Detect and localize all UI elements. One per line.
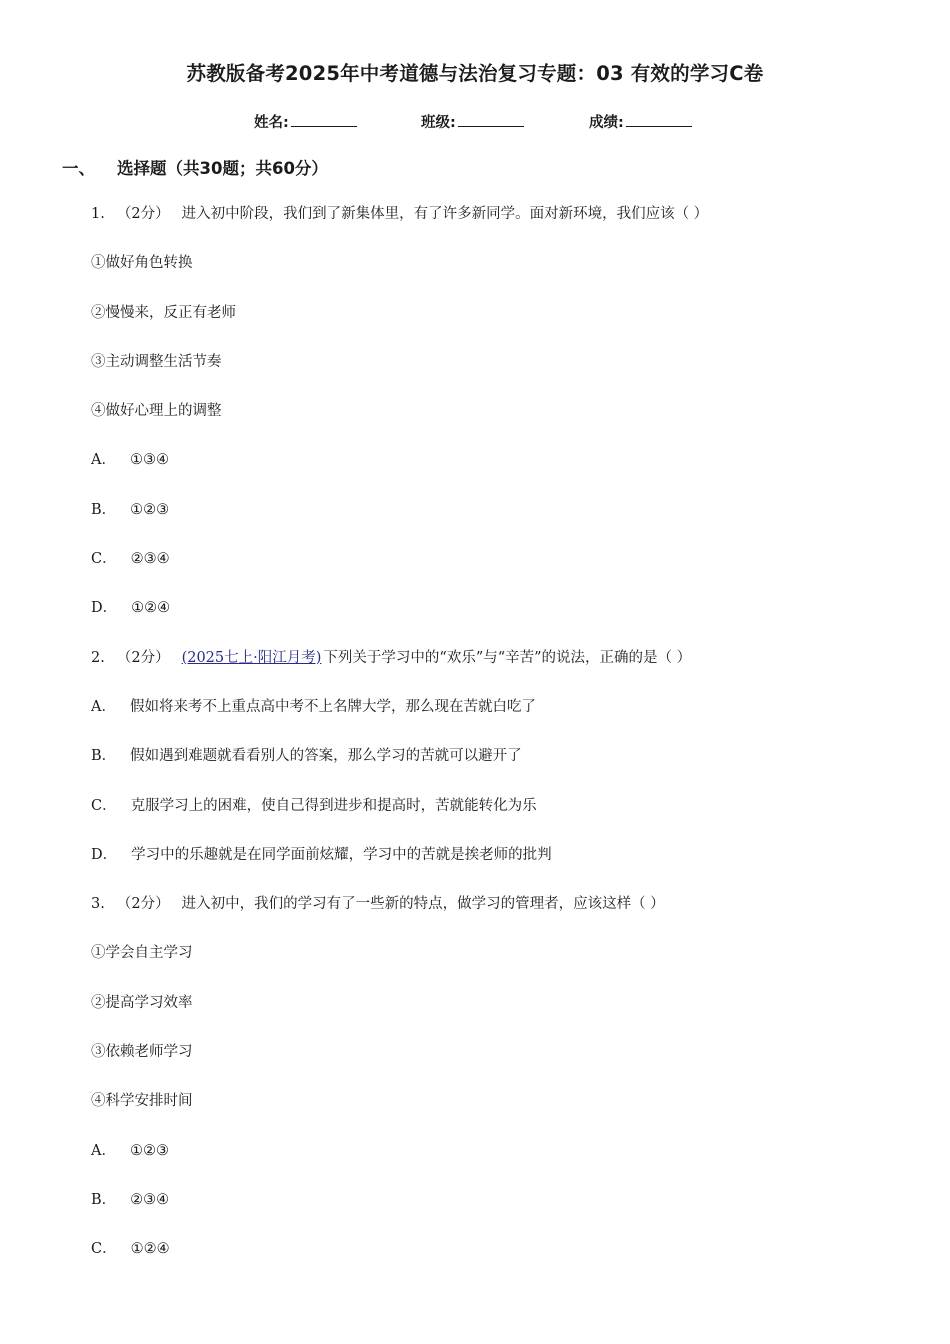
- option-text: 学习中的乐趣就是在同学面前炫耀，学习中的苦就是挨老师的批判: [131, 846, 552, 863]
- question-1-stem: [91, 202, 911, 251]
- option-text: ②③④: [130, 1191, 170, 1208]
- option-letter: C．: [91, 797, 117, 814]
- name-blank[interactable]: [291, 111, 357, 127]
- statement-item: ①学会自主学习: [91, 945, 193, 962]
- section-number: 一、: [62, 159, 95, 178]
- option-c[interactable]: [91, 547, 911, 596]
- question-3-stem: [91, 892, 911, 941]
- question-2-stem: [91, 646, 911, 695]
- option-letter: C．: [91, 551, 117, 568]
- question-list: [91, 202, 911, 1287]
- option-b[interactable]: [91, 498, 911, 547]
- option-d[interactable]: [91, 843, 911, 892]
- statement-item: ④科学安排时间: [91, 1093, 193, 1110]
- option-text: ②③④: [130, 551, 170, 568]
- question-number: 1.: [91, 206, 105, 222]
- option-text: 克服学习上的困难，使自己得到进步和提高时，苦就能转化为乐: [130, 797, 537, 814]
- option-letter: C．: [91, 1241, 117, 1258]
- option-a[interactable]: [91, 695, 911, 744]
- option-text: 假如遇到难题就看看别人的答案，那么学习的苦就可以避开了: [130, 748, 522, 765]
- option-a[interactable]: [91, 448, 911, 497]
- question-text: 下列关于学习中的“欢乐”与“辛苦”的说法，正确的是（ ）: [323, 649, 692, 666]
- option-text: 假如将来考不上重点高中考不上名牌大学，那么现在苦就白吃了: [129, 698, 536, 715]
- section-heading: [62, 155, 328, 179]
- class-blank[interactable]: [458, 111, 524, 127]
- option-text: ①②④: [130, 1241, 170, 1258]
- option-letter: D．: [91, 846, 118, 863]
- option-c[interactable]: [91, 794, 911, 843]
- option-text: ①②③: [129, 1142, 169, 1159]
- question-score: （2分）: [116, 649, 170, 666]
- option-letter: B．: [91, 1191, 117, 1208]
- score-blank[interactable]: [626, 111, 692, 127]
- option-letter: A．: [91, 698, 116, 715]
- option-text: ①③④: [129, 452, 169, 469]
- class-label: 班级:: [421, 115, 456, 131]
- statement-item: ②慢慢来，反正有老师: [91, 304, 236, 321]
- option-b[interactable]: [91, 1188, 911, 1237]
- score-label: 成绩:: [589, 115, 624, 131]
- section-title: 选择题（共30题；共60分）: [117, 159, 328, 178]
- option-letter: B．: [91, 748, 117, 765]
- option-c[interactable]: [91, 1237, 911, 1286]
- option-d[interactable]: [91, 596, 911, 645]
- score-field[interactable]: [589, 111, 692, 132]
- question-number: 2.: [91, 649, 105, 666]
- option-b[interactable]: [91, 744, 911, 793]
- question-number: 3.: [91, 896, 105, 913]
- statement-item: ④做好心理上的调整: [91, 403, 222, 420]
- statement-item: ②提高学习效率: [91, 994, 193, 1011]
- question-score: （2分）: [116, 206, 170, 222]
- option-letter: A．: [91, 452, 116, 469]
- question-source-link[interactable]: (2025七上·阳江月考): [181, 649, 322, 666]
- name-label: 姓名:: [254, 115, 289, 131]
- statement-item: ①做好角色转换: [91, 255, 193, 272]
- question-score: （2分）: [116, 896, 170, 913]
- student-info-row: [0, 111, 950, 133]
- option-text: ①②③: [130, 501, 170, 518]
- option-letter: D．: [91, 600, 118, 617]
- option-letter: A．: [91, 1142, 116, 1159]
- statement-item: ③主动调整生活节奏: [91, 353, 222, 370]
- option-letter: B．: [91, 501, 117, 518]
- statement-item: ③依赖老师学习: [91, 1044, 193, 1061]
- option-a[interactable]: [91, 1139, 911, 1188]
- question-text: 进入初中阶段，我们到了新集体里，有了许多新同学。面对新环境，我们应该（ ）: [181, 206, 709, 222]
- name-field[interactable]: [254, 111, 357, 132]
- class-field[interactable]: [421, 111, 524, 132]
- page-title: 苏教版备考2025年中考道德与法治复习专题：03 有效的学习C卷: [186, 62, 764, 85]
- question-text: 进入初中，我们的学习有了一些新的特点，做学习的管理者，应该这样（ ）: [181, 896, 665, 913]
- option-text: ①②④: [131, 600, 171, 617]
